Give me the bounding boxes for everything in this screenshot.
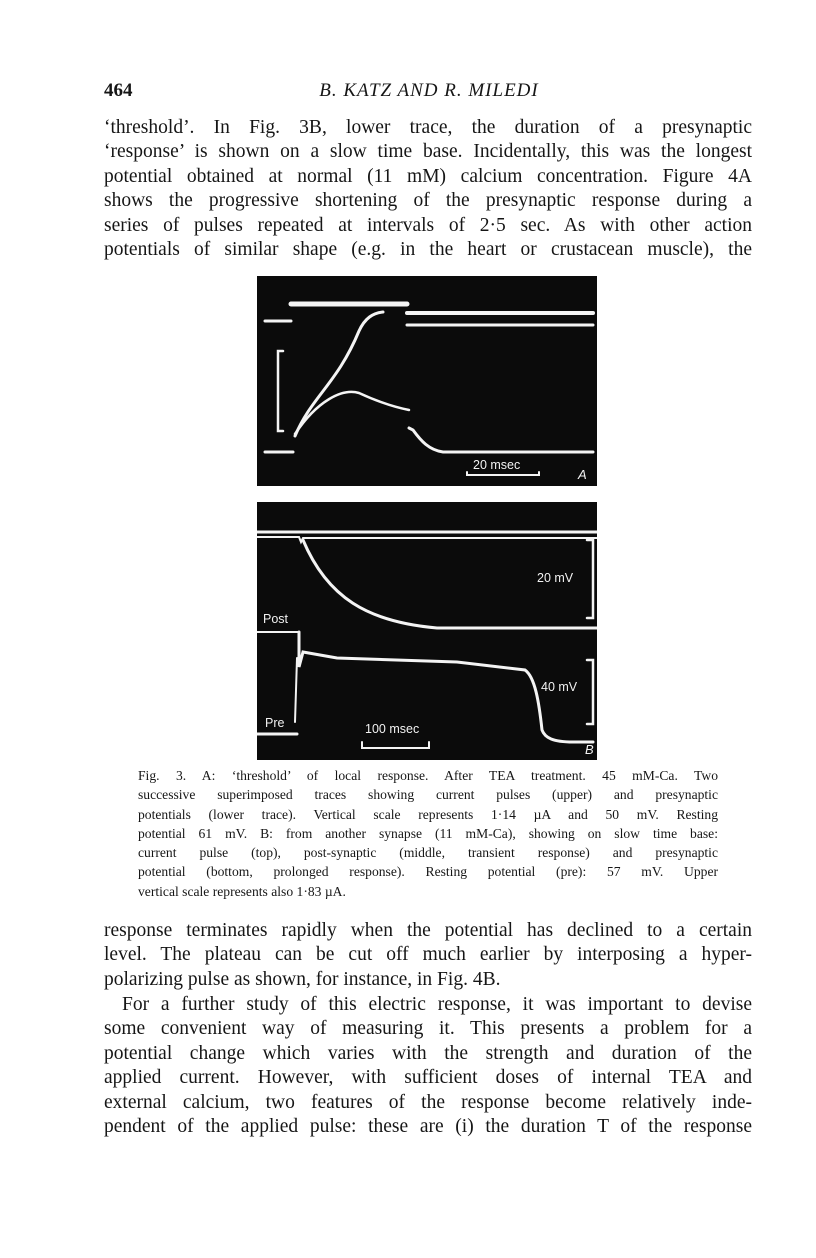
page-header — [104, 80, 754, 110]
panel-a-time-scale: 20 msec — [473, 458, 521, 472]
panel-b-lower-voltage-scale: 40 mV — [541, 680, 578, 694]
text-line: ‘threshold’. In Fig. 3B, lower trace, the duration of a presynaptic — [104, 117, 752, 138]
paragraph-3 — [104, 993, 752, 1139]
panel-a-letter: A — [578, 467, 587, 482]
figure-caption — [138, 766, 718, 901]
text-line: potentials of similar shape (e.g. in the heart or crustacean muscle), the — [104, 239, 752, 261]
paragraph-2 — [104, 919, 752, 992]
text-line: applied current. However, with sufficient doses of internal TEA and — [104, 1067, 752, 1089]
text-line: level. The plateau can be cut off much earlier by interposing a hyper- — [104, 944, 752, 966]
figure-panel-b — [257, 502, 597, 760]
figure-panel-a — [257, 276, 597, 486]
text-line: polarizing pulse as shown, for instance, in Fig. 4B. — [104, 968, 501, 990]
text-line: For a further study of this electric response, it was important to devise — [122, 994, 752, 1015]
caption-line: potential (bottom, prolonged response). Resting potential (pre): 57 mV. Upper — [138, 864, 718, 880]
panel-b-traces — [257, 502, 597, 760]
text-line: series of pulses repeated at intervals of 2·5 sec. As with other action — [104, 214, 752, 236]
caption-line: vertical scale represents also 1·83 µA. — [138, 883, 346, 899]
panel-a-traces — [257, 276, 597, 486]
text-line: potential change which varies with the strength and duration of the — [104, 1042, 752, 1064]
caption-line: potentials (lower trace). Vertical scale represents 1·14 µA and 50 mV. Resting — [138, 806, 718, 822]
text-line: shows the progressive shortening of the presynaptic response during a — [104, 190, 752, 212]
panel-b-upper-voltage-scale: 20 mV — [537, 571, 574, 585]
caption-line: potential 61 mV. B: from another synapse (11 mM-Ca), showing on slow time base: — [138, 825, 718, 841]
paragraph-1 — [104, 116, 752, 262]
text-line: pendent of the applied pulse: these are (i) the duration T of the response — [104, 1116, 752, 1138]
panel-b-pre-label: Pre — [265, 716, 285, 730]
page-number: 464 — [104, 80, 133, 101]
caption-line: current pulse (top), post-synaptic (middle, transient response) and presynaptic — [138, 845, 718, 861]
panel-b-post-label: Post — [263, 612, 289, 626]
text-line: response terminates rapidly when the potential has declined to a certain — [104, 920, 752, 941]
figure-3 — [257, 276, 597, 760]
text-line: ‘response’ is shown on a slow time base. Incidentally, this was the longest — [104, 141, 752, 163]
panel-b-time-scale: 100 msec — [365, 722, 420, 736]
text-line: potential obtained at normal (11 mM) calcium concentration. Figure 4A — [104, 165, 752, 187]
caption-line: successive superimposed traces showing current pulses (upper) and presynaptic — [138, 787, 718, 803]
text-line: some convenient way of measuring it. This presents a problem for a — [104, 1018, 752, 1040]
caption-line: Fig. 3. A: ‘threshold’ of local response. After TEA treatment. 45 mM-Ca. Two — [138, 768, 718, 783]
running-head: B. KATZ AND R. MILEDI — [319, 80, 539, 101]
text-line: external calcium, two features of the response become relatively inde- — [104, 1091, 752, 1113]
panel-b-letter: B — [585, 742, 594, 757]
